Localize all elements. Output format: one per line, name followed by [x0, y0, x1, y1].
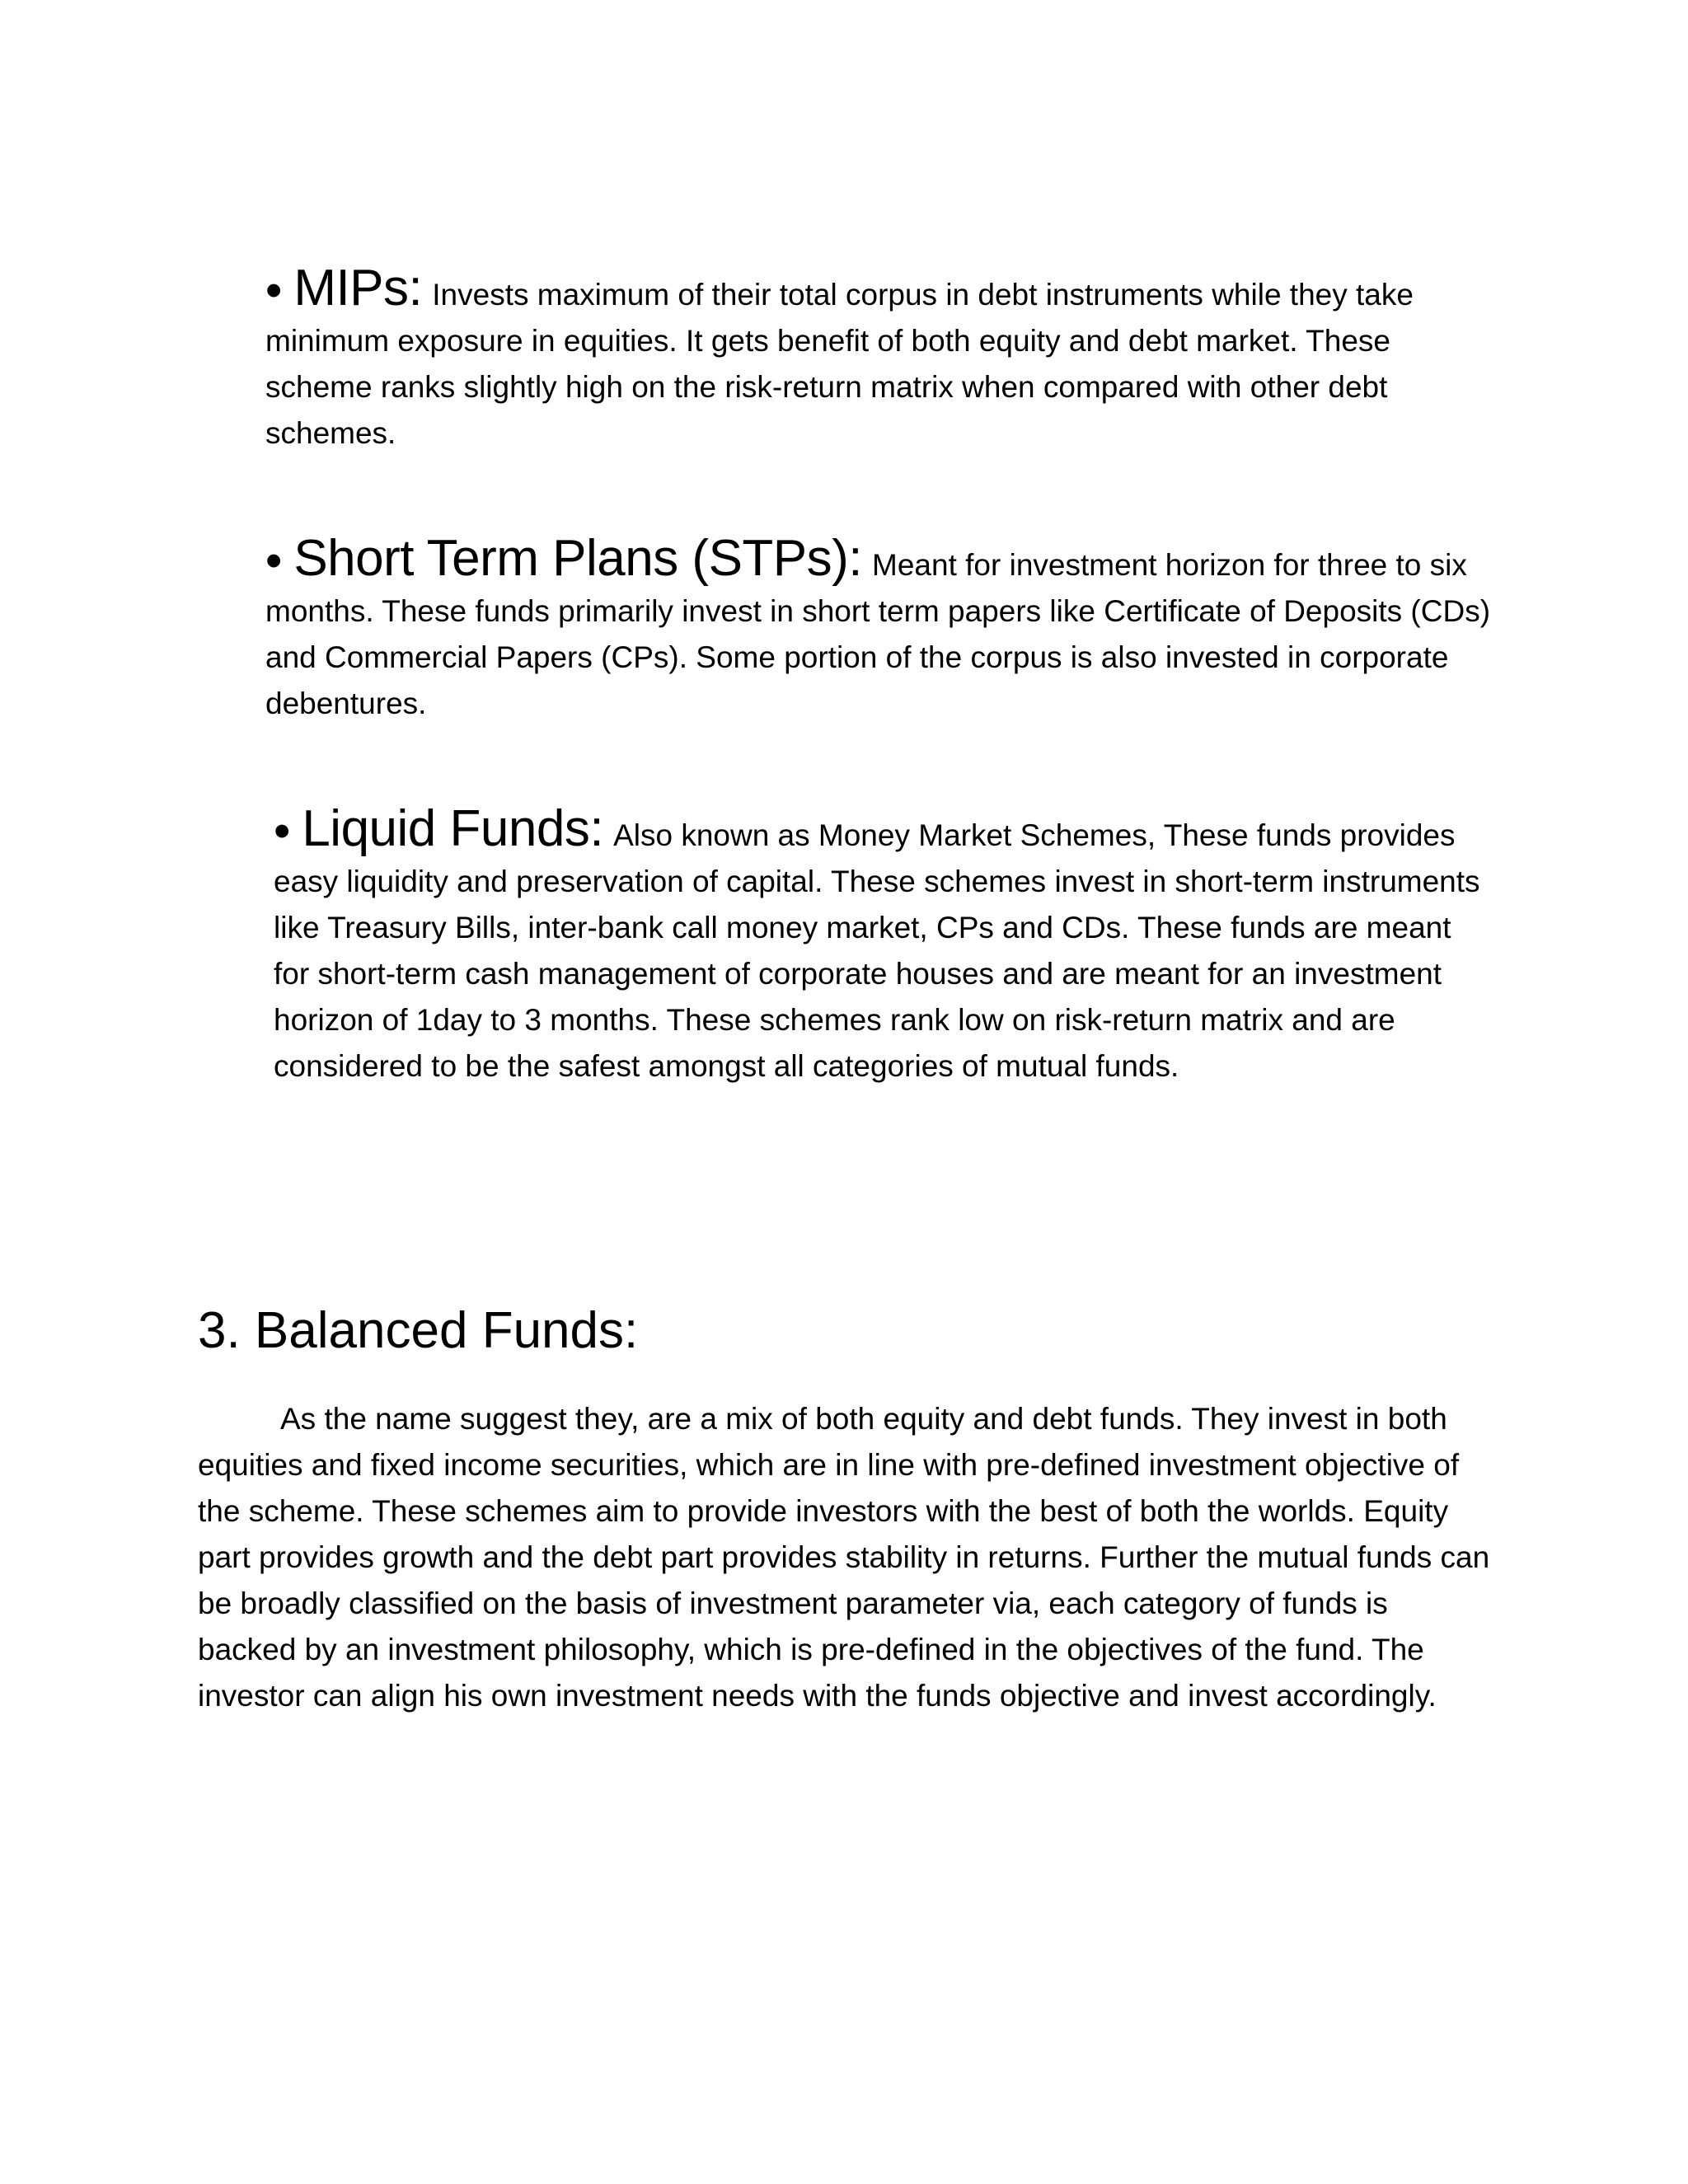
bullet-icon: • [274, 804, 291, 858]
bullet-text: Meant for investment horizon for three to six months. These funds primarily invest in short term papers like Certificate of Deposits (CDs) and Commercial Papers (CPs). Some portion of the corpus is also invested in corporate debentures. [265, 548, 1491, 720]
bullet-term: MIPs: [293, 260, 423, 316]
section-body [198, 1396, 1492, 1719]
bullet-icon: • [265, 264, 283, 317]
bullet-icon: • [265, 534, 283, 588]
bullet-text: Also known as Money Market Schemes, These funds provides easy liquidity and preservation of capital. These schemes invest in short-term instruments like Treasury Bills, inter-bank call money market, CPs and CDs. These funds are meant for short-term cash management of corporate houses and are meant for an investment horizon of 1day to 3 months. These schemes rank low on risk-return matrix and are considered to be the safest amongst all categories of mutual funds. [274, 818, 1480, 1083]
bullet-paragraph [198, 260, 1492, 457]
bullet-paragraph [198, 530, 1492, 727]
bullet-item-mips [198, 260, 1492, 457]
bullet-item-liquid-funds [198, 800, 1492, 1090]
bullet-term: Short Term Plans (STPs): [293, 530, 863, 587]
section-paragraph: As the name suggest they, are a mix of both equity and debt funds. They invest in both equities and fixed income securities, which are in line with pre-defined investment objective of the scheme. These schemes aim to provide investors with the best of both the worlds. Equity part provides growth and the debt part provides stability in returns. Further the mutual funds can be broadly classified on the basis of investment parameter via, each category of funds is backed by an investment philosophy, which is pre-defined in the objectives of the fund. The investor can align his own investment needs with the funds objective and invest accordingly. [198, 1402, 1490, 1713]
bullet-text: Invests maximum of their total corpus in debt instruments while they take minimum exposure in equities. It gets benefit of both equity and debt market. These scheme ranks slightly high on the risk-return matrix when compared with other debt schemes. [265, 278, 1414, 450]
bullet-item-stps [198, 530, 1492, 727]
bullet-paragraph [198, 800, 1492, 1090]
bullet-term: Liquid Funds: [302, 800, 604, 857]
section-heading: 3. Balanced Funds: [198, 1302, 639, 1359]
